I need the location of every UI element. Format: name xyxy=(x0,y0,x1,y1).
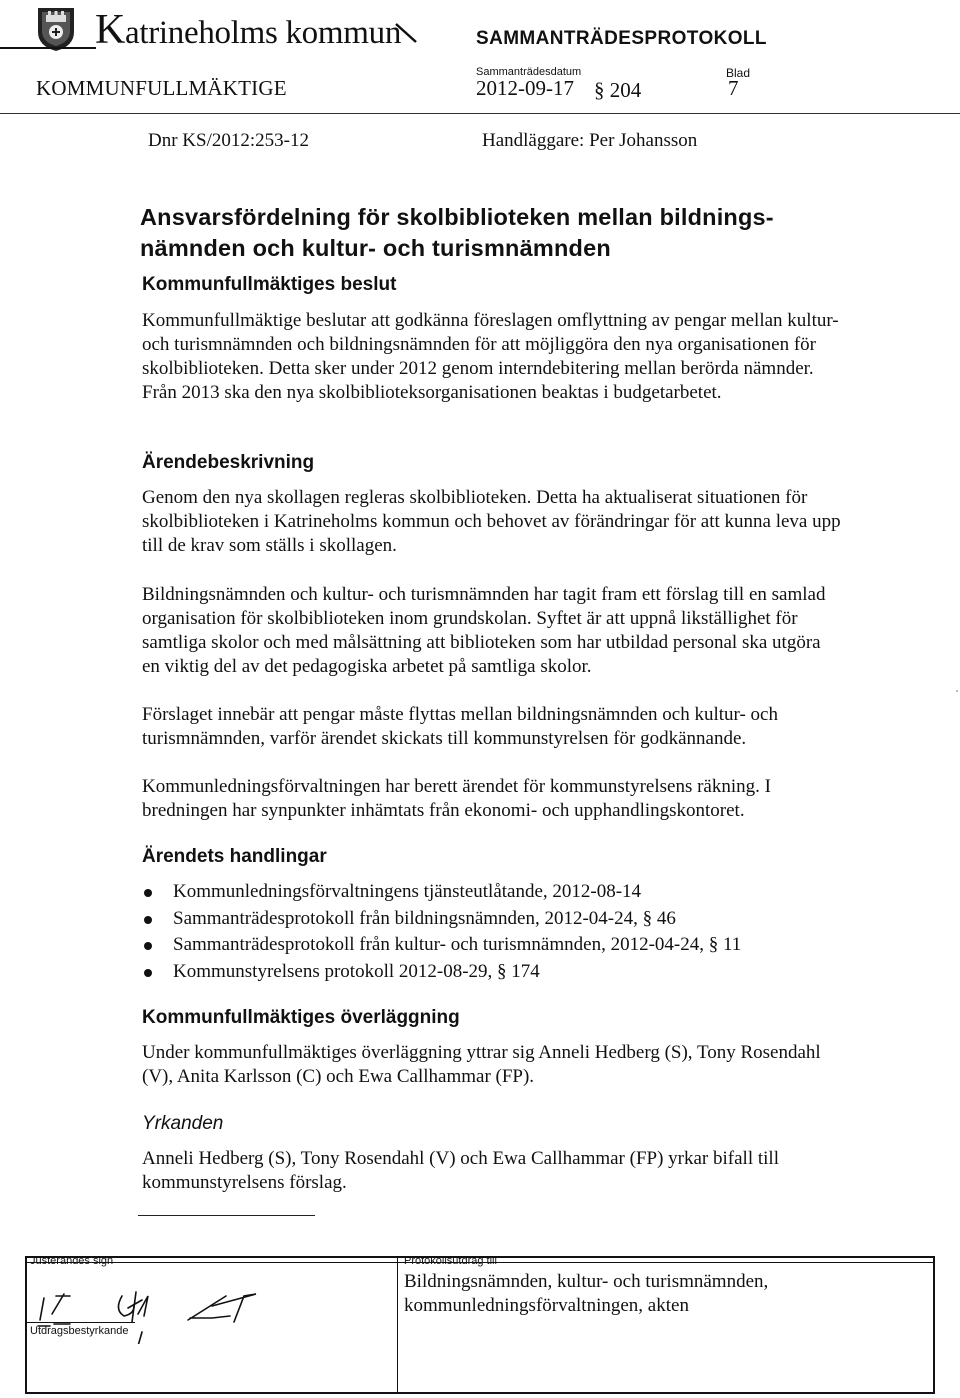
list-item: Kommunledningsförvaltningens tjänsteutlåtande, 2012-08-14 xyxy=(142,879,842,906)
deliberation-text: Under kommunfullmäktiges överläggning yttrar sig Anneli Hedberg (S), Tony Rosendahl (V), Anita Karlsson (C) och Ewa Callhammar (FP). xyxy=(142,1042,821,1087)
page-label: Blad xyxy=(726,66,751,80)
decision-text: Kommunfullmäktige beslutar att godkänna föreslagen omflyttning av pengar mellan kultur- och turismnämnden och bildningsnämnden för att möjliggöra den nya organisationen för skolbiblioteken. Detta sker under 2012 genom interndebitering mellan berörda nämnder. Från 2013 ska den nya skolbiblioteksorganisationen beaktas i budgetarbetet. xyxy=(142,310,839,403)
section-number: § 204 xyxy=(594,78,642,102)
case-paragraph-2: Bildningsnämnden och kultur- och turismnämnden har tagit fram ett förslag till en samlad organisation för skolbiblioteken inom grundskolan. Syftet är att uppnå likställighet för samtliga skolor och med målsättning att biblioteken som har utbildad personal ska utgöra en viktig del av det pedagogiska arbetet på samtliga skolor. xyxy=(142,584,826,677)
case-documents-list xyxy=(142,879,842,985)
footer-divider xyxy=(397,1256,398,1394)
case-paragraph-1: Genom den nya skollagen regleras skolbiblioteken. Detta ha aktualiserat situationen för skolbiblioteken i Katrineholms kommun och behovet av förändringar för att kunna leva upp till de krav som ställs i skollagen. xyxy=(142,487,841,556)
handwritten-signatures xyxy=(30,1270,310,1344)
meeting-date: 2012-09-17 xyxy=(476,76,574,100)
protocol-extract-label: Protokollsutdrag till xyxy=(404,1255,497,1267)
case-officer: Handläggare: Per Johansson xyxy=(482,130,698,151)
case-paragraph-4: Kommunledningsförvaltningen har berett ärendet för kommunstyrelsens räkning. I bredningen har synpunkter inhämtats från ekonomi- och upphandlingskontoret. xyxy=(142,776,771,821)
extract-recipients: Bildningsnämnden, kultur- och turismnämnden, kommunledningsförvaltningen, akten xyxy=(404,1271,769,1316)
document-type: SAMMANTRÄDESPROTOKOLL xyxy=(476,28,767,49)
list-item: Sammanträdesprotokoll från kultur- och turismnämnden, 2012-04-24, § 11 xyxy=(142,932,842,959)
header-rule-left xyxy=(0,47,96,49)
logo-slash-mark xyxy=(394,20,420,46)
list-item: Kommunstyrelsens protokoll 2012-08-29, § 174 xyxy=(142,959,842,986)
scan-speck xyxy=(956,690,958,692)
page-number: 7 xyxy=(728,76,739,100)
motions-heading: Yrkanden xyxy=(142,1113,224,1134)
page-title: Ansvarsfördelning för skolbiblioteken mellan bildnings-nämnden och kultur- och turismnämnden xyxy=(140,204,774,261)
certification-label: Utdragsbestyrkande xyxy=(30,1325,129,1337)
motions-text: Anneli Hedberg (S), Tony Rosendahl (V) och Ewa Callhammar (FP) yrkar bifall till kommunstyrelsens förslag. xyxy=(142,1148,779,1193)
date-label: Sammanträdesdatum xyxy=(476,66,582,78)
section-end-rule xyxy=(138,1215,315,1216)
adjusters-signature-label: Justerandes sign xyxy=(30,1255,114,1267)
body-name: KOMMUNFULLMÄKTIGE xyxy=(36,76,287,100)
case-description-heading: Ärendebeskrivning xyxy=(142,452,315,473)
list-item: Sammanträdesprotokoll från bildningsnämnden, 2012-04-24, § 46 xyxy=(142,906,842,933)
header-rule xyxy=(0,113,960,114)
municipal-crest-logo xyxy=(36,6,76,52)
case-paragraph-3: Förslaget innebär att pengar måste flyttas mellan bildningsnämnden och kultur- och turismnämnden, varför ärendet skickats till kommunstyrelsen för godkännande. xyxy=(142,704,778,749)
decision-heading: Kommunfullmäktiges beslut xyxy=(142,274,397,295)
organization-name: Katrineholms kommun xyxy=(95,7,402,53)
diary-number: Dnr KS/2012:253-12 xyxy=(148,130,309,151)
case-documents-heading: Ärendets handlingar xyxy=(142,846,327,867)
deliberation-heading: Kommunfullmäktiges överläggning xyxy=(142,1007,460,1028)
